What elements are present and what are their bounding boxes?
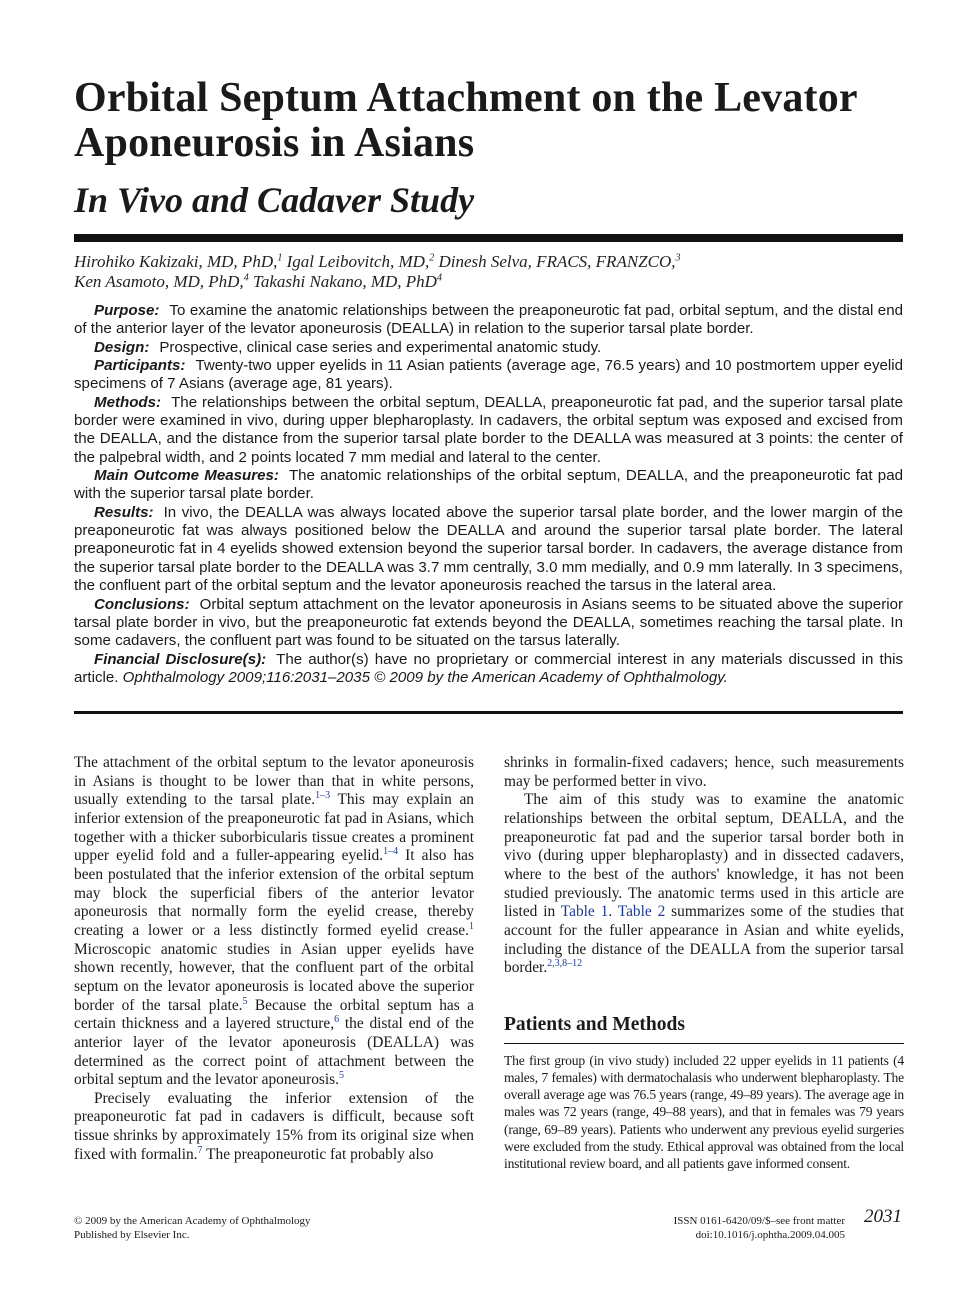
abstract-text: Orbital septum attachment on the levator aponeurosis in Asians seems to be situated above the superior tarsal plate border in vivo, but the preaponeurotic fat extends beyond the DEALLA, sometimes reaching the tarsal plate. In some cadavers, the confluent part was found to be situated on the tarsus laterally. <box>74 595 903 650</box>
abstract-label: Design: <box>94 338 150 356</box>
issn-line: ISSN 0161-6420/09/$–see front matter <box>673 1215 845 1227</box>
patients-methods-text <box>504 1052 904 1172</box>
reference-link[interactable]: 5 <box>339 1070 344 1082</box>
reference-link[interactable]: 2,3,8–12 <box>547 958 583 970</box>
author-name: Dinesh Selva, FRACS, FRANZCO, <box>438 252 676 271</box>
abstract-label: Main Outcome Measures: <box>94 467 279 485</box>
abstract-text: The relationships between the orbital septum, DEALLA, preaponeurotic fat pad, and the superior tarsal plate border were examined in vivo, during upper blepharoplasty. In cadavers, the orbital septum was exposed and excised from the DEALLA, and the distance from the superior tarsal plate border to the DEALLA was measured at 3 points: the center of the palpebral width, and 2 points located 7 mm medial and lateral to the center. <box>74 393 903 466</box>
body-text: Microscopic anatomic studies in Asian upper eyelids have shown recently, however, that the confluent part of the orbital septum on the levator aponeurosis is located above the superior border of the tarsal plate. <box>74 940 474 1014</box>
abstract-text: Twenty-two upper eyelids in 11 Asian patients (average age, 76.5 years) and 10 postmortem upper eyelid specimens of 7 Asians (average age, 81 years). <box>74 357 903 393</box>
body-column-right <box>504 754 904 978</box>
body-text: the distal end of the anterior layer of the levator aponeurosis (DEALLA) was determined as the correct point of attachment between the orbital septum and the levator aponeurosis. <box>74 1015 474 1089</box>
abstract-results <box>74 504 903 596</box>
body-paragraph: shrinks in formalin-fixed cadavers; hence, such measurements may be performed better in vivo. <box>504 754 904 790</box>
abstract-text: Prospective, clinical case series and experimental anatomic study. <box>159 338 602 356</box>
author-name: Igal Leibovitch, MD, <box>286 252 430 271</box>
author-name: Ken Asamoto, MD, PhD, <box>74 272 244 291</box>
body-text: The aim of this study was to examine the anatomic relationships between the orbital septum, DEALLA, and the preaponeurotic fat pad and the superior tarsal border both in vivo (during upper blepharoplasty) and in dissected cadavers, where to the best of the authors' knowledge, it has not been studied previously. The anatomic terms used in this article are listed in <box>504 791 904 921</box>
page-number: 2031 <box>864 1206 902 1227</box>
article-subtitle: In Vivo and Cadaver Study <box>74 180 475 220</box>
reference-link[interactable]: 1–4 <box>383 846 399 858</box>
affiliation-marker: 3 <box>675 252 681 264</box>
body-column-left <box>74 754 474 1164</box>
abstract-methods <box>74 394 903 467</box>
body-text: The preaponeurotic fat probably also <box>202 1145 434 1163</box>
abstract-text: To examine the anatomic relationships between the preaponeurotic fat pad, orbital septum, and the distal end of the anterior layer of the levator aponeurosis (DEALLA) in relation to the superior tarsal plate border. <box>74 302 903 338</box>
affiliation-marker: 4 <box>436 272 442 284</box>
abstract-purpose <box>74 302 903 339</box>
body-text: summarizes some of the studies that account for the fuller appearance in Asian and white eyelids, including the distance of the DEALLA from the superior tarsal border. <box>504 903 904 977</box>
body-paragraph <box>74 754 474 1090</box>
body-text: It also has been postulated that the inferior extension of the orbital septum may block the superficial fibers of the anterior levator aponeurosis that normally form the eyelid crease, thereby creating a lower or a less distinctly formed eyelid crease. <box>74 847 474 939</box>
reference-link[interactable]: 7 <box>197 1144 203 1156</box>
copyright-line: © 2009 by the American Academy of Ophthalmology <box>74 1215 311 1227</box>
reference-link[interactable]: 1 <box>469 920 474 932</box>
abstract-text: The author(s) have no proprietary or commercial interest in any materials discussed in this article. <box>74 650 903 686</box>
footer-left <box>74 1214 311 1242</box>
body-text: The attachment of the orbital septum to the levator aponeurosis in Asians is thought to be lower than that in white persons, usually extending to the tarsal plate. <box>74 754 474 809</box>
body-paragraph <box>504 791 904 978</box>
abstract-design <box>74 339 903 357</box>
abstract-label: Conclusions: <box>94 595 190 613</box>
abstract-participants <box>74 357 903 394</box>
affiliation-marker: 1 <box>277 252 283 264</box>
reference-link[interactable]: 5 <box>242 995 248 1007</box>
body-text: This may explain an inferior extension of the preaponeurotic fat pad in Asians, which together with a thicker suborbicularis tissue creates a prominent upper eyelid fold and a fuller-appearing eyelid. <box>74 791 474 865</box>
abstract-label: Financial Disclosure(s): <box>94 650 267 668</box>
affiliation-marker: 2 <box>429 252 435 264</box>
section-heading: Patients and Methods <box>504 1014 685 1035</box>
abstract-label: Methods: <box>94 393 162 411</box>
abstract-label: Results: <box>94 503 154 521</box>
abstract-text: The anatomic relationships of the orbital septum, DEALLA, and the preaponeurotic fat pad with the superior tarsal plate border. <box>74 467 903 503</box>
doi-link[interactable]: doi:10.1016/j.ophtha.2009.04.005 <box>695 1229 845 1241</box>
abstract <box>74 302 903 687</box>
journal-citation: Ophthalmology 2009;116:2031–2035 © 2009 by the American Academy of Ophthalmology. <box>122 668 728 686</box>
affiliation-marker: 4 <box>243 272 249 284</box>
body-text: Precisely evaluating the inferior extension of the preaponeurotic fat pad in cadavers is difficult, because soft tissue shrinks by approximately 15% from its original size when fixed with formalin. <box>74 1089 474 1163</box>
table-2-link[interactable]: Table 2 <box>617 903 666 921</box>
body-paragraph: The first group (in vivo study) included 22 upper eyelids in 11 patients (4 males, 7 females) with dermatochalasis who underwent blepharoplasty. The overall average age was 76.5 years (range, 49–89 years). The average age in males was 72 years (range, 49–88 years), and that in females was 79 years (range, 69–89 years). Patients who underwent any previous eyelid surgeries were excluded from the study. Ethical approval was obtained from the local institutional review board, and all patients gave informed consent. <box>504 1053 904 1171</box>
table-1-link[interactable]: Table 1 <box>560 903 609 921</box>
body-paragraph <box>74 1090 474 1165</box>
article-title: Orbital Septum Attachment on the Levator Aponeurosis in Asians <box>74 75 858 166</box>
abstract-rule <box>74 711 903 714</box>
author-name: Takashi Nakano, MD, PhD <box>252 272 437 291</box>
abstract-disclosure <box>74 651 903 688</box>
publisher-line: Published by Elsevier Inc. <box>74 1229 190 1241</box>
abstract-text: In vivo, the DEALLA was always located above the superior tarsal plate border, and the lower margin of the preaponeurotic fat was always positioned below the DEALLA and around the superior tarsal plate border. The lateral preaponeurotic fat in 4 eyelids showed extension beyond the superior tarsal border. In cadavers, the average distance from the superior tarsal plate border to the DEALLA was 3.7 mm centrally, 3.0 mm medially, and 0.9 mm laterally. In 3 specimens, the confluent part of the orbital septum and the levator aponeurosis reached the tarsus in the lateral area. <box>74 503 903 595</box>
body-text: . <box>608 903 618 921</box>
abstract-outcome <box>74 467 903 504</box>
footer-right <box>640 1214 845 1242</box>
abstract-conclusions <box>74 596 903 651</box>
abstract-label: Participants: <box>94 357 186 375</box>
author-list <box>74 252 903 292</box>
abstract-label: Purpose: <box>94 302 160 319</box>
title-rule <box>74 234 903 242</box>
author-name: Hirohiko Kakizaki, MD, PhD, <box>74 252 278 271</box>
body-text: Because the orbital septum has a certain thickness and a layered structure, <box>74 996 474 1033</box>
section-rule <box>504 1043 904 1044</box>
reference-link[interactable]: 1–3 <box>315 790 331 802</box>
reference-link[interactable]: 6 <box>334 1014 340 1026</box>
